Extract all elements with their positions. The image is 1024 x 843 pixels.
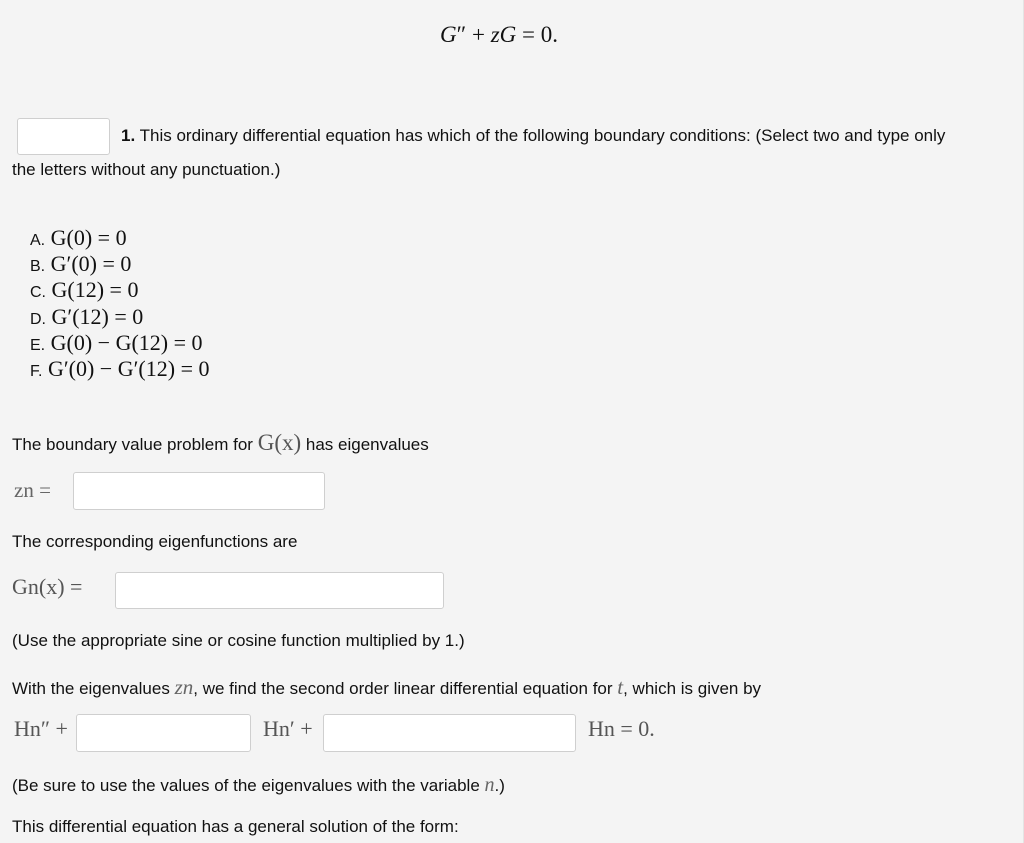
note-before: (Be sure to use the values of the eigenvalues with the variable — [12, 776, 480, 795]
option-d-label: D. — [30, 311, 46, 328]
option-d — [30, 304, 143, 333]
eigenvalues-intro-after: has eigenvalues — [305, 435, 429, 454]
option-f-expr: G′(0) − G′(12) = 0 — [47, 356, 210, 381]
option-e-expr: G(0) − G(12) = 0 — [50, 330, 203, 355]
option-f-label: F. — [30, 363, 43, 380]
eigenvalues-intro-before: The boundary value problem for — [12, 435, 253, 454]
option-c-expr: G(12) = 0 — [51, 277, 139, 302]
second-order-text — [12, 675, 761, 700]
eigenfunction-input[interactable] — [115, 572, 444, 609]
question1-line1 — [121, 126, 945, 146]
eigenvalues-intro — [12, 430, 429, 456]
note-after: .) — [494, 776, 505, 795]
question1-line2: the letters without any punctuation.) — [12, 160, 281, 179]
gx-math: G(x) — [257, 430, 302, 455]
eigenvalue-variable-note — [12, 774, 505, 797]
top-equation: G″ + zG = 0. — [440, 22, 558, 47]
option-d-expr: G′(12) = 0 — [51, 304, 144, 329]
first-derivative-coefficient-input[interactable] — [76, 714, 251, 752]
option-e — [30, 330, 203, 359]
option-a — [30, 225, 127, 254]
zn-label: zn = — [14, 478, 51, 502]
gn-label: Gn(x) = — [12, 574, 83, 599]
second-order-middle: , we find the second order linear differential equation for — [193, 679, 613, 698]
boundary-conditions-input[interactable] — [17, 118, 110, 155]
option-e-label: E. — [30, 337, 46, 354]
clipped-top-line — [0, 0, 1024, 4]
question1-text: This ordinary differential equation has which of the following boundary conditions: (Select two and type only — [139, 126, 946, 145]
option-b-expr: G′(0) = 0 — [50, 251, 132, 276]
general-solution-text: This differential equation has a general solution of the form: — [12, 817, 459, 836]
h-first-derivative-label: Hn′ + — [263, 716, 313, 741]
option-a-expr: G(0) = 0 — [50, 225, 127, 250]
question1-number: 1. — [121, 126, 136, 145]
option-c-label: C. — [30, 284, 46, 301]
n-inline: n — [484, 774, 495, 796]
option-b — [30, 251, 131, 280]
zn-inline: zn — [174, 675, 194, 699]
t-inline: t — [617, 675, 624, 699]
second-order-after: , which is given by — [623, 679, 762, 698]
option-c — [30, 277, 138, 306]
eigenfunctions-intro: The corresponding eigenfunctions are — [12, 532, 298, 551]
option-f — [30, 356, 209, 385]
option-b-label: B. — [30, 258, 46, 275]
eigenvalue-input[interactable] — [73, 472, 325, 510]
h-equals-zero-label: Hn = 0. — [588, 716, 655, 741]
eigenfunction-hint: (Use the appropriate sine or cosine function multiplied by 1.) — [12, 631, 465, 650]
second-order-before: With the eigenvalues — [12, 679, 170, 698]
option-a-label: A. — [30, 232, 46, 249]
zero-order-coefficient-input[interactable] — [323, 714, 576, 752]
h-second-derivative-label: Hn″ + — [14, 716, 68, 741]
